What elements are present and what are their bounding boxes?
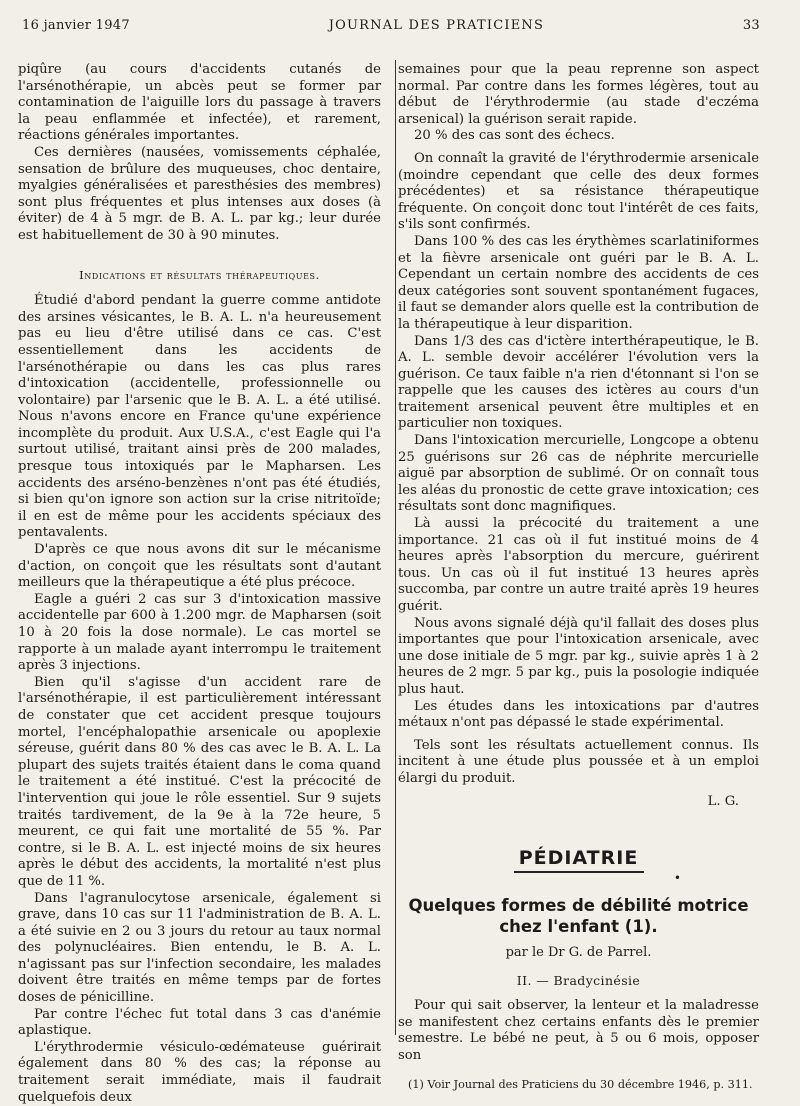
- left-column: [18, 62, 381, 1106]
- right-column: [398, 62, 759, 1092]
- left-paragraph-9: L'érythrodermie vésiculo-œdémateuse guérirait également dans 80 % des cas; la réponse au traitement serait immédiate, mais il faudrait quelquefois deux: [18, 1039, 381, 1105]
- right-paragraph-10: Tels sont les résultats actuellement connus. Ils incitent à une étude plus poussée et à un emploi élargi du produit.: [398, 737, 759, 786]
- left-paragraph-3: Étudié d'abord pendant la guerre comme antidote des arsines vésicantes, le B. A. L. n'a heureusement pas eu lieu d'être utilisé dans ce cas. C'est essentiellement dans les accidents de l'arsénothérapie ou dans les cas plus rares d'intoxication (accidentelle, professionnelle ou volontaire) par l'arsenic que le B. A. L. a été utilisé. Nous n'avons encore en France qu'une expérience incomplète du produit. Aux U.S.A., c'est Eagle qui l'a surtout utilisé, traitant ainsi près de 200 malades, presque tous intoxiqués par le Mapharsen. Les accidents des arséno-benzènes n'ont pas été étudiés, si bien qu'on ignore son action sur la crise nitritoïde; il en est de même pour les accidents spéciaux des pentavalents.: [18, 293, 381, 541]
- right-paragraph-11: Pour qui sait observer, la lenteur et la maladresse se manifestent chez certains enfants dès le premier semestre. Le bébé ne peut, à 5 ou 6 mois, opposer son: [398, 997, 759, 1063]
- header-journal-title: JOURNAL DES PRATICIENS: [328, 18, 545, 33]
- right-paragraph-7: Là aussi la précocité du traitement a une importance. 21 cas où il fut institué moins de 4 heures après l'absorption du mercure, guérirent tous. Un cas où il fut institué 13 heures après succomba, par contre un autre traité après 19 heures guérit.: [398, 516, 759, 614]
- section-title-pediatrie: PÉDIATRIE: [518, 847, 639, 870]
- left-paragraph-8: Par contre l'échec fut total dans 3 cas d'anémie aplastique.: [18, 1006, 381, 1039]
- page-header: [22, 18, 760, 40]
- left-paragraph-4: D'après ce que nous avons dit sur le mécanisme d'action, on conçoit que les résultats sont d'autant meilleurs que la thérapeutique a été plus précoce.: [18, 542, 381, 591]
- header-page-number: 33: [742, 18, 760, 33]
- article-byline: par le Dr G. de Parrel.: [505, 944, 652, 960]
- right-paragraph-8: Nous avons signalé déjà qu'il fallait des doses plus importantes que pour l'intoxication arsenicale, avec une dose initiale de 5 mgr. par kg., suivie après 1 à 2 heures de 2 mgr. 5 par kg., puis la posologie indiquée plus haut.: [398, 615, 759, 697]
- footnote: (1) Voir Journal des Praticiens du 30 décembre 1946, p. 311.: [408, 1078, 753, 1092]
- left-paragraph-5: Eagle a guéri 2 cas sur 3 d'intoxication massive accidentelle par 600 à 1.200 mgr. de Mapharsen (soit 10 à 20 fois la dose normale). Le cas mortel se rapporte à un malade ayant interrompu le traitement après 3 injections.: [18, 591, 381, 674]
- left-paragraph-6: Bien qu'il s'agisse d'un accident rare de l'arsénothérapie, il est particulièrement intéressant de constater que cet accident presque toujours mortel, l'encéphalopathie arsenicale ou apoplexie séreuse, guérit dans 80 % des cas avec le B. A. L. La plupart des sujets traités étaient dans le coma quand le traitement a été institué. C'est la précocité de l'intervention qui joue le rôle essentiel. Sur 9 sujets traités tardivement, de la 9e à la 72e heure, 5 meurent, ce qui fait une mortalité de 55 %. Par contre, si le B. A. L. est injecté moins de six heures après le début des accidents, la mortalité n'est plus que de 11 %.: [18, 674, 381, 889]
- bullet-dot-icon: •: [673, 870, 681, 885]
- section-heading-indications: Indications et résultats thérapeutiques.: [79, 267, 320, 282]
- article-title: Quelques formes de débilité motrice chez l'enfant (1).: [408, 895, 749, 936]
- right-paragraph-4: Dans 100 % des cas les érythèmes scarlatiniformes et la fièvre arsenicale ont guéri par le B. A. L. Cependant un certain nombre des accidents de ces deux catégories sont souvent spontanément fugaces, il faut se demander alors quelle est la contribution de la thérapeutique à leur disparition.: [398, 233, 759, 332]
- column-divider: [395, 60, 396, 1035]
- right-paragraph-6: Dans l'intoxication mercurielle, Longcope a obtenu 25 guérisons sur 26 cas de néphrite mercurielle aiguë par absorption de sublimé. Or on connaît tous les aléas du pronostic de cette grave intoxication; ces résultats sont donc magnifiques.: [398, 433, 759, 515]
- article-subheading: II. — Bradycinésie: [516, 973, 641, 989]
- right-paragraph-5: Dans 1/3 des cas d'ictère interthérapeutique, le B. A. L. semble devoir accélérer l'évolution vers la guérison. Ce taux faible n'a rien d'étonnant si l'on se rappelle que les causes des ictères au cours d'un traitement arsenical peuvent être multiples et en particulier non toxiques.: [398, 333, 759, 432]
- author-signature: L. G.: [707, 793, 739, 809]
- right-paragraph-2: 20 % des cas sont des échecs.: [414, 128, 615, 144]
- left-paragraph-1: piqûre (au cours d'accidents cutanés de l'arsénothérapie, un abcès peut se former par contamination de l'aiguille lors du passage à travers la peau enflammée et infectée), et rarement, réactions générales importantes.: [18, 62, 381, 144]
- right-paragraph-1: semaines pour que la peau reprenne son aspect normal. Par contre dans les formes légères, tout au début de l'érythrodermie (au stade d'eczéma arsenical) la guérison serait rapide.: [398, 62, 759, 127]
- left-paragraph-2: Ces dernières (nausées, vomissements céphalée, sensation de brûlure des muqueuses, choc dentaire, myalgies généralisées et paresthésies des membres) sont plus fréquentes et plus intenses aux doses (à éviter) de 4 à 5 mgr. de B. A. L. par kg.; leur durée est habituellement de 30 à 90 minutes.: [18, 144, 381, 243]
- header-date: 16 janvier 1947: [22, 18, 130, 33]
- right-paragraph-3: On connaît la gravité de l'érythrodermie arsenicale (moindre cependant que celle des deux formes précédentes) et sa résistance thérapeutique fréquente. On conçoit donc tout l'intérêt de ces faits, s'ils sont confirmés.: [398, 150, 759, 233]
- left-paragraph-7: Dans l'agranulocytose arsenicale, également si grave, dans 10 cas sur 11 l'administration de B. A. L. a été suivie en 2 ou 3 jours du retour au taux normal des polynucléaires. Bien entendu, le B. A. L. n'agissant pas sur l'infection secondaire, les malades doivent être traités en même temps par de fortes doses de pénicilline.: [18, 890, 381, 1006]
- right-paragraph-9: Les études dans les intoxications par d'autres métaux n'ont pas dépassé le stade expérimental.: [398, 698, 759, 731]
